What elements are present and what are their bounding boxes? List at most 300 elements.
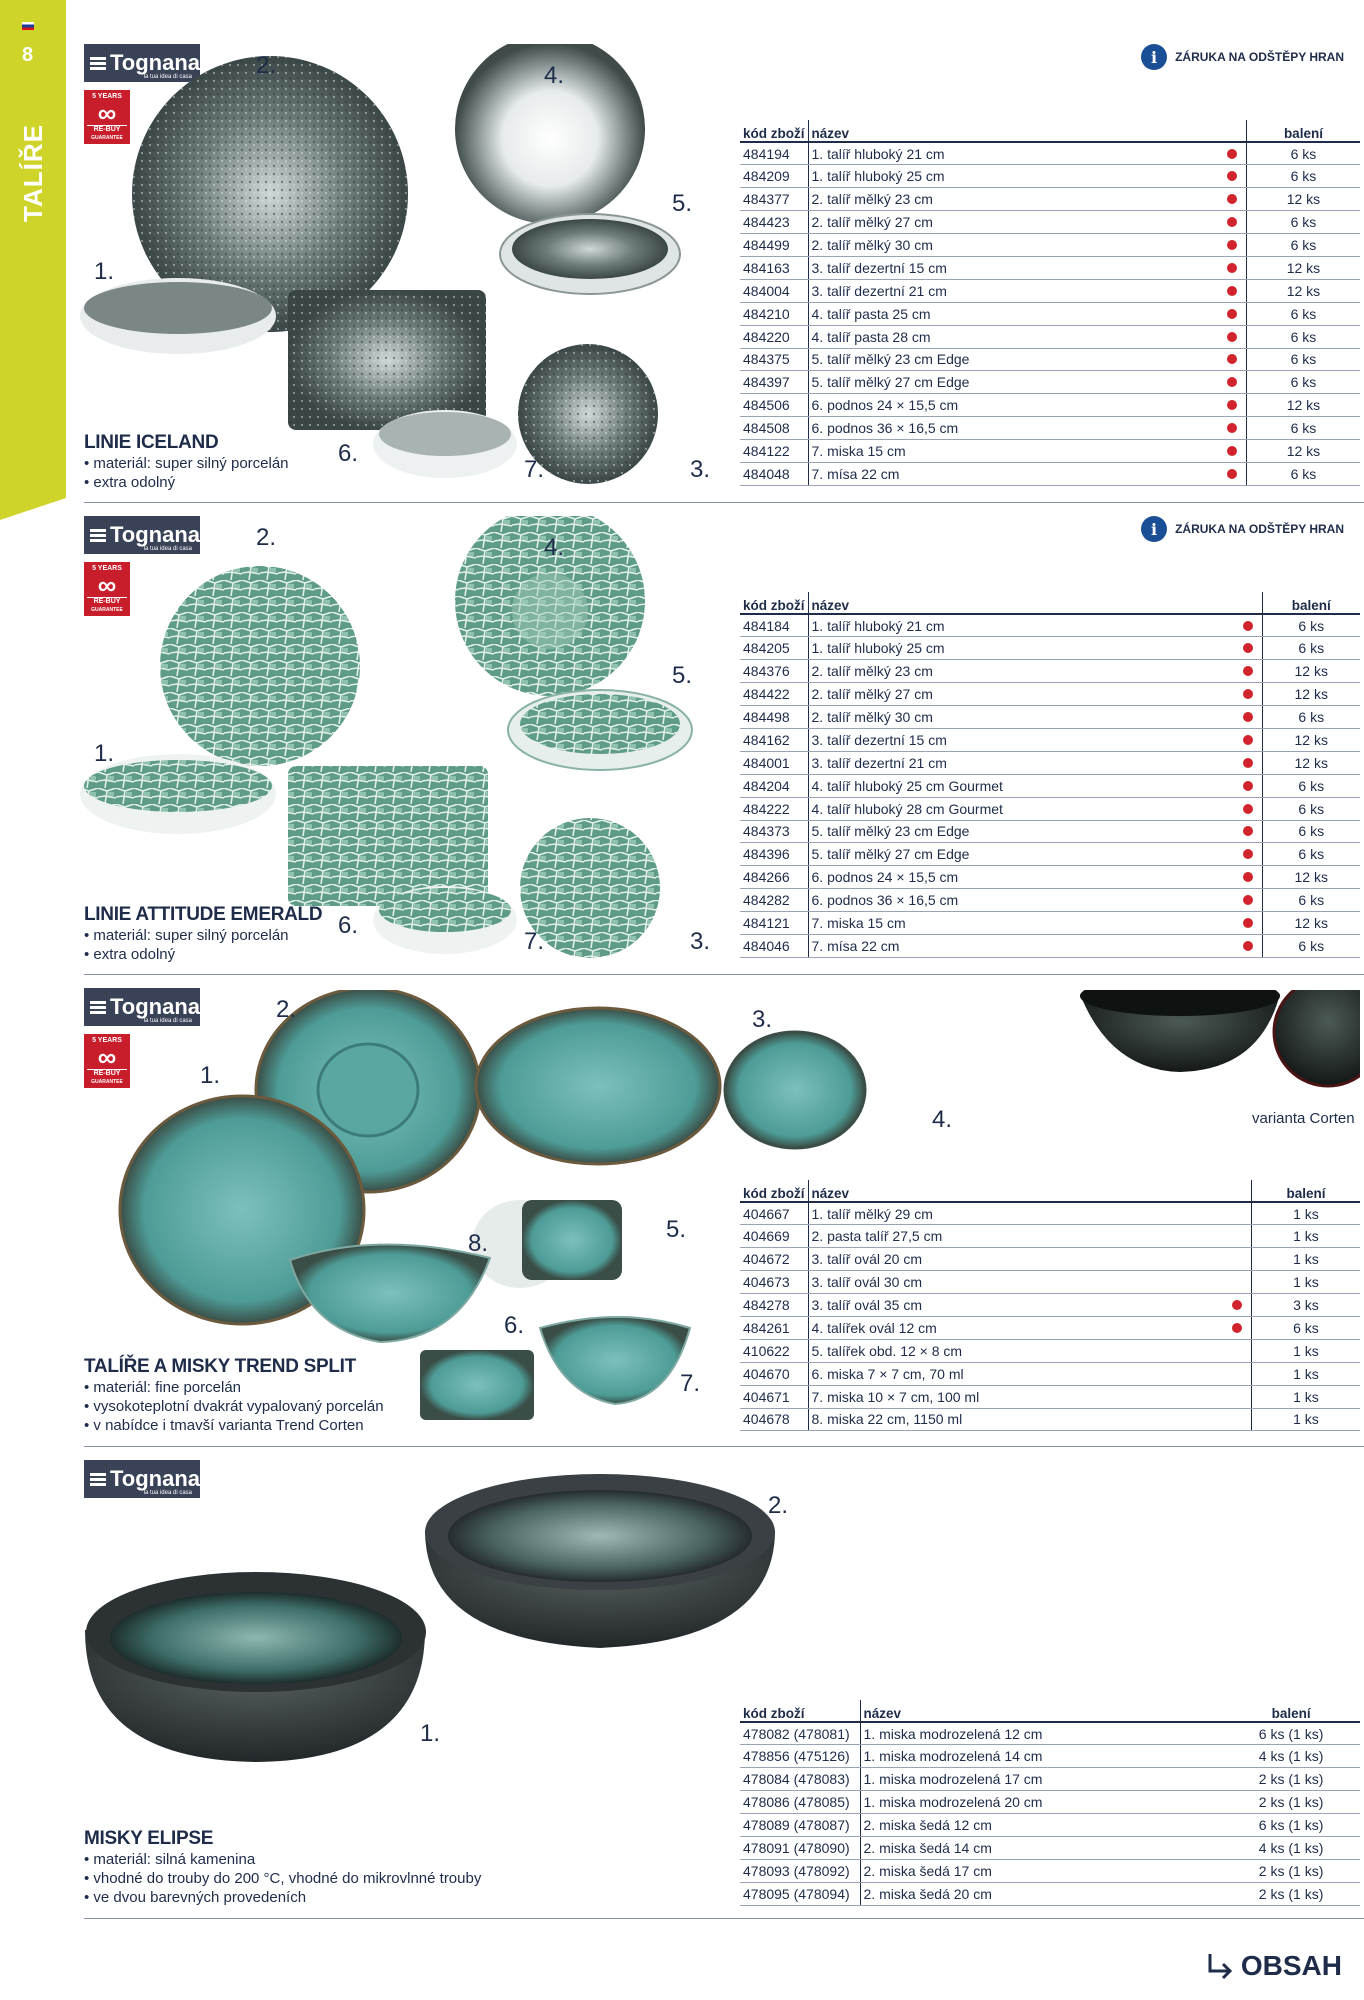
product-code: 484261 bbox=[740, 1316, 808, 1339]
product-code: 478091 (478090) bbox=[740, 1836, 860, 1859]
product-pack: 6 ks bbox=[1262, 843, 1360, 866]
table-row bbox=[740, 165, 1360, 188]
product-name: 2. miska šedá 12 cm bbox=[860, 1814, 1222, 1837]
guarantee-cell bbox=[1234, 774, 1262, 797]
rebuy-line1: RE-BUY bbox=[87, 597, 127, 606]
product-name: 5. talíř mělký 27 cm Edge bbox=[808, 371, 1218, 394]
item-number: 1. bbox=[94, 258, 115, 285]
section-divider bbox=[84, 502, 1364, 503]
guarantee-cell bbox=[1223, 1316, 1251, 1339]
table-row bbox=[740, 614, 1360, 637]
product-name: 2. miska šedá 14 cm bbox=[860, 1836, 1222, 1859]
product-name: 3. talíř dezertní 21 cm bbox=[808, 751, 1234, 774]
product-pack: 6 ks bbox=[1262, 637, 1360, 660]
feature-item: • extra odolný bbox=[84, 945, 289, 964]
guarantee-dot-icon bbox=[1243, 758, 1253, 768]
table-row bbox=[740, 843, 1360, 866]
item-number: 6. bbox=[338, 440, 359, 467]
product-code: 478082 (478081) bbox=[740, 1722, 860, 1745]
contents-link[interactable] bbox=[1205, 1950, 1342, 1982]
item-number: 6. bbox=[338, 912, 359, 939]
guarantee-dot-icon bbox=[1227, 423, 1237, 433]
section-title: MISKY ELIPSE bbox=[84, 1828, 214, 1849]
guarantee-label: ZÁRUKA NA ODŠTĚPY HRAN bbox=[1175, 50, 1344, 64]
page-number: 8 bbox=[22, 44, 34, 66]
guarantee-dot-icon bbox=[1243, 804, 1253, 814]
product-code: 484162 bbox=[740, 728, 808, 751]
header-name: název bbox=[808, 120, 1218, 142]
product-pack: 6 ks bbox=[1262, 614, 1360, 637]
guarantee-cell bbox=[1218, 211, 1246, 234]
header-guarantee bbox=[1234, 592, 1262, 614]
product-name: 6. podnos 36 × 16,5 cm bbox=[808, 889, 1234, 912]
product-name: 2. talíř mělký 23 cm bbox=[808, 188, 1218, 211]
table-row bbox=[740, 234, 1360, 257]
guarantee-dot-icon bbox=[1227, 354, 1237, 364]
feature-item: • v nabídce i tmavší varianta Trend Corten bbox=[84, 1416, 384, 1435]
product-pack: 6 ks bbox=[1246, 302, 1360, 325]
table-row bbox=[740, 211, 1360, 234]
product-code: 484499 bbox=[740, 234, 808, 257]
product-pack: 12 ks bbox=[1262, 683, 1360, 706]
rebuy-years: 5 YEARS bbox=[92, 93, 122, 100]
product-name: 6. miska 7 × 7 cm, 70 ml bbox=[808, 1362, 1223, 1385]
product-pack: 1 ks bbox=[1251, 1225, 1360, 1248]
guarantee-cell bbox=[1218, 279, 1246, 302]
section-title: TALÍŘE A MISKY TREND SPLIT bbox=[84, 1356, 356, 1377]
table-row bbox=[740, 1745, 1360, 1768]
table-row bbox=[740, 1859, 1360, 1882]
section-title: LINIE ATTITUDE EMERALD bbox=[84, 904, 323, 925]
product-name: 2. talíř mělký 30 cm bbox=[808, 706, 1234, 729]
item-number: 3. bbox=[752, 1006, 773, 1033]
product-pack: 2 ks (1 ks) bbox=[1222, 1859, 1360, 1882]
feature-item: • materiál: fine porcelán bbox=[84, 1378, 384, 1397]
table-row bbox=[740, 1814, 1360, 1837]
product-name: 1. talíř mělký 29 cm bbox=[808, 1202, 1223, 1225]
product-name: 6. podnos 24 × 15,5 cm bbox=[808, 866, 1234, 889]
iceland-product-image bbox=[80, 44, 720, 494]
guarantee-cell bbox=[1218, 417, 1246, 440]
product-name: 2. miska šedá 20 cm bbox=[860, 1882, 1222, 1905]
product-name: 1. talíř hluboký 25 cm bbox=[808, 637, 1234, 660]
feature-item: • materiál: silná kamenina bbox=[84, 1850, 481, 1869]
product-code: 478086 (478085) bbox=[740, 1791, 860, 1814]
guarantee-dot-icon bbox=[1243, 621, 1253, 631]
item-number: 1. bbox=[200, 1062, 221, 1089]
guarantee-cell bbox=[1223, 1362, 1251, 1385]
side-tab-shape bbox=[0, 0, 66, 520]
product-code: 478084 (478083) bbox=[740, 1768, 860, 1791]
product-name: 2. pasta talíř 27,5 cm bbox=[808, 1225, 1223, 1248]
table-row bbox=[740, 1225, 1360, 1248]
product-pack: 12 ks bbox=[1246, 394, 1360, 417]
product-pack: 6 ks bbox=[1246, 348, 1360, 371]
header-pack: balení bbox=[1262, 592, 1360, 614]
product-code: 478089 (478087) bbox=[740, 1814, 860, 1837]
guarantee-cell bbox=[1223, 1202, 1251, 1225]
table-row bbox=[740, 889, 1360, 912]
guarantee-dot-icon bbox=[1243, 941, 1253, 951]
brand-name: Tognana bbox=[110, 994, 201, 1019]
product-code: 484508 bbox=[740, 417, 808, 440]
guarantee-cell bbox=[1234, 728, 1262, 751]
table-row bbox=[740, 142, 1360, 165]
table-row bbox=[740, 1722, 1360, 1745]
header-code: kód zboží bbox=[740, 1180, 808, 1202]
guarantee-dot-icon bbox=[1227, 149, 1237, 159]
guarantee-dot-icon bbox=[1243, 712, 1253, 722]
product-code: 484048 bbox=[740, 462, 808, 485]
product-code: 484266 bbox=[740, 866, 808, 889]
item-number: 6. bbox=[504, 1312, 525, 1339]
rebuy-line2: GUARANTEE bbox=[91, 607, 123, 613]
product-pack: 3 ks bbox=[1251, 1294, 1360, 1317]
product-code: 484396 bbox=[740, 843, 808, 866]
product-pack: 12 ks bbox=[1246, 440, 1360, 463]
product-name: 7. mísa 22 cm bbox=[808, 934, 1234, 957]
product-name: 2. talíř mělký 27 cm bbox=[808, 683, 1234, 706]
table-row bbox=[740, 1316, 1360, 1339]
product-code: 410622 bbox=[740, 1339, 808, 1362]
product-name: 5. talíř mělký 27 cm Edge bbox=[808, 843, 1234, 866]
rebuy-line1: RE-BUY bbox=[87, 125, 127, 134]
guarantee-cell bbox=[1234, 683, 1262, 706]
guarantee-cell bbox=[1218, 371, 1246, 394]
product-pack: 6 ks bbox=[1246, 417, 1360, 440]
product-name: 3. talíř ovál 20 cm bbox=[808, 1248, 1223, 1271]
product-pack: 12 ks bbox=[1246, 256, 1360, 279]
header-code: kód zboží bbox=[740, 1700, 860, 1722]
brand-name: Tognana bbox=[110, 522, 201, 547]
tab-label: TALÍŘE bbox=[18, 124, 48, 222]
product-pack: 6 ks bbox=[1246, 371, 1360, 394]
product-code: 484278 bbox=[740, 1294, 808, 1317]
product-pack: 1 ks bbox=[1251, 1339, 1360, 1362]
product-pack: 6 ks bbox=[1262, 797, 1360, 820]
product-name: 4. talíř hluboký 28 cm Gourmet bbox=[808, 797, 1234, 820]
brand-tagline: la tua idea di casa bbox=[143, 1018, 192, 1024]
table-row bbox=[740, 440, 1360, 463]
product-pack: 12 ks bbox=[1246, 279, 1360, 302]
guarantee-dot-icon bbox=[1227, 377, 1237, 387]
section-title: LINIE ICELAND bbox=[84, 432, 219, 453]
product-code: 484004 bbox=[740, 279, 808, 302]
product-pack: 6 ks bbox=[1246, 165, 1360, 188]
feature-list bbox=[84, 1850, 481, 1907]
table-row bbox=[740, 683, 1360, 706]
product-name: 4. talíř pasta 28 cm bbox=[808, 325, 1218, 348]
product-code: 404678 bbox=[740, 1408, 808, 1431]
product-pack: 12 ks bbox=[1246, 188, 1360, 211]
guarantee-cell bbox=[1234, 843, 1262, 866]
product-code: 484194 bbox=[740, 142, 808, 165]
table-row bbox=[740, 302, 1360, 325]
guarantee-dot-icon bbox=[1232, 1300, 1242, 1310]
product-name: 1. talíř hluboký 25 cm bbox=[808, 165, 1218, 188]
item-number: 1. bbox=[420, 1720, 441, 1747]
product-table bbox=[740, 592, 1360, 958]
table-row bbox=[740, 348, 1360, 371]
infinity-icon: ∞ bbox=[97, 98, 117, 128]
product-name: 8. miska 22 cm, 1150 ml bbox=[808, 1408, 1223, 1431]
guarantee-cell bbox=[1223, 1225, 1251, 1248]
item-number: 3. bbox=[690, 456, 711, 483]
product-code: 404669 bbox=[740, 1225, 808, 1248]
table-header-row bbox=[740, 120, 1360, 142]
table-row bbox=[740, 279, 1360, 302]
guarantee-dot-icon bbox=[1243, 781, 1253, 791]
product-pack: 6 ks bbox=[1251, 1316, 1360, 1339]
guarantee-dot-icon bbox=[1243, 666, 1253, 676]
brand-name: Tognana bbox=[110, 1466, 201, 1491]
variant-label: varianta Corten bbox=[1252, 1110, 1355, 1127]
product-code: 484397 bbox=[740, 371, 808, 394]
rebuy-line2: GUARANTEE bbox=[91, 135, 123, 141]
product-name: 3. talíř ovál 30 cm bbox=[808, 1271, 1223, 1294]
table-row bbox=[740, 866, 1360, 889]
product-pack: 2 ks (1 ks) bbox=[1222, 1768, 1360, 1791]
guarantee-dot-icon bbox=[1227, 171, 1237, 181]
attitude-product-image bbox=[80, 516, 720, 966]
product-code: 404667 bbox=[740, 1202, 808, 1225]
guarantee-cell bbox=[1218, 188, 1246, 211]
guarantee-dot-icon bbox=[1243, 849, 1253, 859]
guarantee-cell bbox=[1218, 462, 1246, 485]
guarantee-cell bbox=[1223, 1271, 1251, 1294]
guarantee-dot-icon bbox=[1232, 1323, 1242, 1333]
table-header-row bbox=[740, 592, 1360, 614]
product-pack: 12 ks bbox=[1262, 660, 1360, 683]
brand-tagline: la tua idea di casa bbox=[143, 74, 192, 80]
table-row bbox=[740, 1408, 1360, 1431]
product-pack: 6 ks bbox=[1246, 234, 1360, 257]
product-name: 5. talířek obd. 12 × 8 cm bbox=[808, 1339, 1223, 1362]
item-number: 8. bbox=[468, 1230, 489, 1257]
guarantee-cell bbox=[1218, 440, 1246, 463]
product-pack: 6 ks bbox=[1262, 774, 1360, 797]
product-pack: 12 ks bbox=[1262, 866, 1360, 889]
product-pack: 1 ks bbox=[1251, 1271, 1360, 1294]
product-pack: 1 ks bbox=[1251, 1202, 1360, 1225]
product-code: 484375 bbox=[740, 348, 808, 371]
guarantee-dot-icon bbox=[1243, 643, 1253, 653]
product-pack: 4 ks (1 ks) bbox=[1222, 1745, 1360, 1768]
infinity-icon: ∞ bbox=[97, 570, 117, 600]
product-pack: 6 ks (1 ks) bbox=[1222, 1814, 1360, 1837]
guarantee-dot-icon bbox=[1227, 446, 1237, 456]
table-row bbox=[740, 1882, 1360, 1905]
guarantee-dot-icon bbox=[1243, 689, 1253, 699]
product-name: 7. miska 10 × 7 cm, 100 ml bbox=[808, 1385, 1223, 1408]
guarantee-dot-icon bbox=[1243, 735, 1253, 745]
product-code: 404671 bbox=[740, 1385, 808, 1408]
table-row bbox=[740, 394, 1360, 417]
header-code: kód zboží bbox=[740, 592, 808, 614]
header-guarantee bbox=[1223, 1180, 1251, 1202]
rebuy-years: 5 YEARS bbox=[92, 565, 122, 572]
product-code: 404670 bbox=[740, 1362, 808, 1385]
table-row bbox=[740, 820, 1360, 843]
product-code: 404672 bbox=[740, 1248, 808, 1271]
product-pack: 6 ks bbox=[1262, 934, 1360, 957]
guarantee-cell bbox=[1223, 1408, 1251, 1431]
table-row bbox=[740, 797, 1360, 820]
table-row bbox=[740, 660, 1360, 683]
side-tab bbox=[0, 0, 66, 520]
product-code: 484163 bbox=[740, 256, 808, 279]
product-name: 5. talíř mělký 23 cm Edge bbox=[808, 820, 1234, 843]
product-code: 478856 (475126) bbox=[740, 1745, 860, 1768]
table-row bbox=[740, 1362, 1360, 1385]
product-pack: 6 ks bbox=[1246, 462, 1360, 485]
item-number: 5. bbox=[672, 662, 693, 689]
product-code: 478093 (478092) bbox=[740, 1859, 860, 1882]
product-code: 484282 bbox=[740, 889, 808, 912]
product-pack: 1 ks bbox=[1251, 1248, 1360, 1271]
product-code: 484121 bbox=[740, 912, 808, 935]
guarantee-cell bbox=[1223, 1248, 1251, 1271]
rebuy-years: 5 YEARS bbox=[92, 1037, 122, 1044]
product-code: 484001 bbox=[740, 751, 808, 774]
guarantee-cell bbox=[1223, 1339, 1251, 1362]
guarantee-cell bbox=[1234, 660, 1262, 683]
brand-tagline: la tua idea di casa bbox=[143, 1490, 192, 1496]
product-pack: 6 ks (1 ks) bbox=[1222, 1722, 1360, 1745]
product-code: 484506 bbox=[740, 394, 808, 417]
item-number: 2. bbox=[276, 996, 297, 1023]
product-name: 3. talíř dezertní 15 cm bbox=[808, 728, 1234, 751]
table-row bbox=[740, 774, 1360, 797]
table-row bbox=[740, 462, 1360, 485]
product-code: 484220 bbox=[740, 325, 808, 348]
product-name: 4. talíř hluboký 25 cm Gourmet bbox=[808, 774, 1234, 797]
guarantee-cell bbox=[1218, 165, 1246, 188]
guarantee-dot-icon bbox=[1243, 895, 1253, 905]
guarantee-cell bbox=[1218, 234, 1246, 257]
header-pack: balení bbox=[1251, 1180, 1360, 1202]
header-name: název bbox=[808, 592, 1234, 614]
guarantee-dot-icon bbox=[1227, 400, 1237, 410]
guarantee-dot-icon bbox=[1227, 469, 1237, 479]
product-code: 484423 bbox=[740, 211, 808, 234]
product-name: 2. talíř mělký 27 cm bbox=[808, 211, 1218, 234]
section-divider bbox=[84, 1446, 1364, 1447]
table-row bbox=[740, 1248, 1360, 1271]
table-row bbox=[740, 1294, 1360, 1317]
product-name: 1. miska modrozelená 17 cm bbox=[860, 1768, 1222, 1791]
item-number: 7. bbox=[524, 456, 545, 483]
guarantee-cell bbox=[1223, 1385, 1251, 1408]
header-name: název bbox=[808, 1180, 1223, 1202]
product-pack: 1 ks bbox=[1251, 1408, 1360, 1431]
guarantee-cell bbox=[1234, 934, 1262, 957]
product-pack: 4 ks (1 ks) bbox=[1222, 1836, 1360, 1859]
table-row bbox=[740, 912, 1360, 935]
product-name: 7. miska 15 cm bbox=[808, 440, 1218, 463]
product-name: 6. podnos 24 × 15,5 cm bbox=[808, 394, 1218, 417]
table-row bbox=[740, 1791, 1360, 1814]
product-table bbox=[740, 1700, 1360, 1906]
item-number: 5. bbox=[666, 1216, 687, 1243]
product-code: 478095 (478094) bbox=[740, 1882, 860, 1905]
product-code: 484373 bbox=[740, 820, 808, 843]
product-name: 6. podnos 36 × 16,5 cm bbox=[808, 417, 1218, 440]
product-pack: 6 ks bbox=[1262, 706, 1360, 729]
infinity-icon: ∞ bbox=[97, 1042, 117, 1072]
product-name: 1. miska modrozelená 20 cm bbox=[860, 1791, 1222, 1814]
guarantee-dot-icon bbox=[1227, 240, 1237, 250]
guarantee-cell bbox=[1234, 614, 1262, 637]
product-pack: 12 ks bbox=[1262, 912, 1360, 935]
table-row bbox=[740, 751, 1360, 774]
product-code: 484204 bbox=[740, 774, 808, 797]
product-pack: 6 ks bbox=[1262, 820, 1360, 843]
product-pack: 12 ks bbox=[1262, 728, 1360, 751]
product-name: 3. talíř ovál 35 cm bbox=[808, 1294, 1223, 1317]
product-name: 7. mísa 22 cm bbox=[808, 462, 1218, 485]
guarantee-cell bbox=[1218, 325, 1246, 348]
guarantee-cell bbox=[1218, 348, 1246, 371]
product-pack: 1 ks bbox=[1251, 1385, 1360, 1408]
item-number: 4. bbox=[544, 534, 565, 561]
guarantee-dot-icon bbox=[1243, 826, 1253, 836]
header-guarantee bbox=[1218, 120, 1246, 142]
product-name: 3. talíř dezertní 15 cm bbox=[808, 256, 1218, 279]
guarantee-dot-icon bbox=[1227, 286, 1237, 296]
product-name: 4. talíř pasta 25 cm bbox=[808, 302, 1218, 325]
contents-link-label: OBSAH bbox=[1240, 1950, 1342, 1981]
product-pack: 6 ks bbox=[1262, 889, 1360, 912]
product-pack: 6 ks bbox=[1246, 142, 1360, 165]
product-pack: 12 ks bbox=[1262, 751, 1360, 774]
feature-item: • extra odolný bbox=[84, 473, 289, 492]
item-number: 2. bbox=[256, 52, 277, 79]
guarantee-cell bbox=[1234, 820, 1262, 843]
item-number: 5. bbox=[672, 190, 693, 217]
product-table bbox=[740, 1180, 1360, 1431]
table-row bbox=[740, 325, 1360, 348]
header-name: název bbox=[860, 1700, 1222, 1722]
guarantee-cell bbox=[1218, 142, 1246, 165]
info-icon: i bbox=[1141, 44, 1167, 70]
product-code: 484122 bbox=[740, 440, 808, 463]
product-pack: 6 ks bbox=[1246, 211, 1360, 234]
guarantee-dot-icon bbox=[1227, 309, 1237, 319]
product-code: 484376 bbox=[740, 660, 808, 683]
product-name: 2. talíř mělký 23 cm bbox=[808, 660, 1234, 683]
item-number: 3. bbox=[690, 928, 711, 955]
product-code: 484377 bbox=[740, 188, 808, 211]
guarantee-cell bbox=[1234, 637, 1262, 660]
product-code: 484222 bbox=[740, 797, 808, 820]
product-name: 1. miska modrozelená 12 cm bbox=[860, 1722, 1222, 1745]
product-code: 404673 bbox=[740, 1271, 808, 1294]
guarantee-dot-icon bbox=[1243, 872, 1253, 882]
table-row bbox=[740, 1768, 1360, 1791]
rebuy-line1: RE-BUY bbox=[87, 1069, 127, 1078]
feature-item: • materiál: super silný porcelán bbox=[84, 454, 289, 473]
table-row bbox=[740, 1202, 1360, 1225]
guarantee-cell bbox=[1234, 889, 1262, 912]
rebuy-line2: GUARANTEE bbox=[91, 1079, 123, 1085]
guarantee-label: ZÁRUKA NA ODŠTĚPY HRAN bbox=[1175, 522, 1344, 536]
table-row bbox=[740, 1836, 1360, 1859]
header-pack: balení bbox=[1222, 1700, 1360, 1722]
guarantee-dot-icon bbox=[1227, 332, 1237, 342]
guarantee-cell bbox=[1218, 256, 1246, 279]
product-name: 1. talíř hluboký 21 cm bbox=[808, 614, 1234, 637]
